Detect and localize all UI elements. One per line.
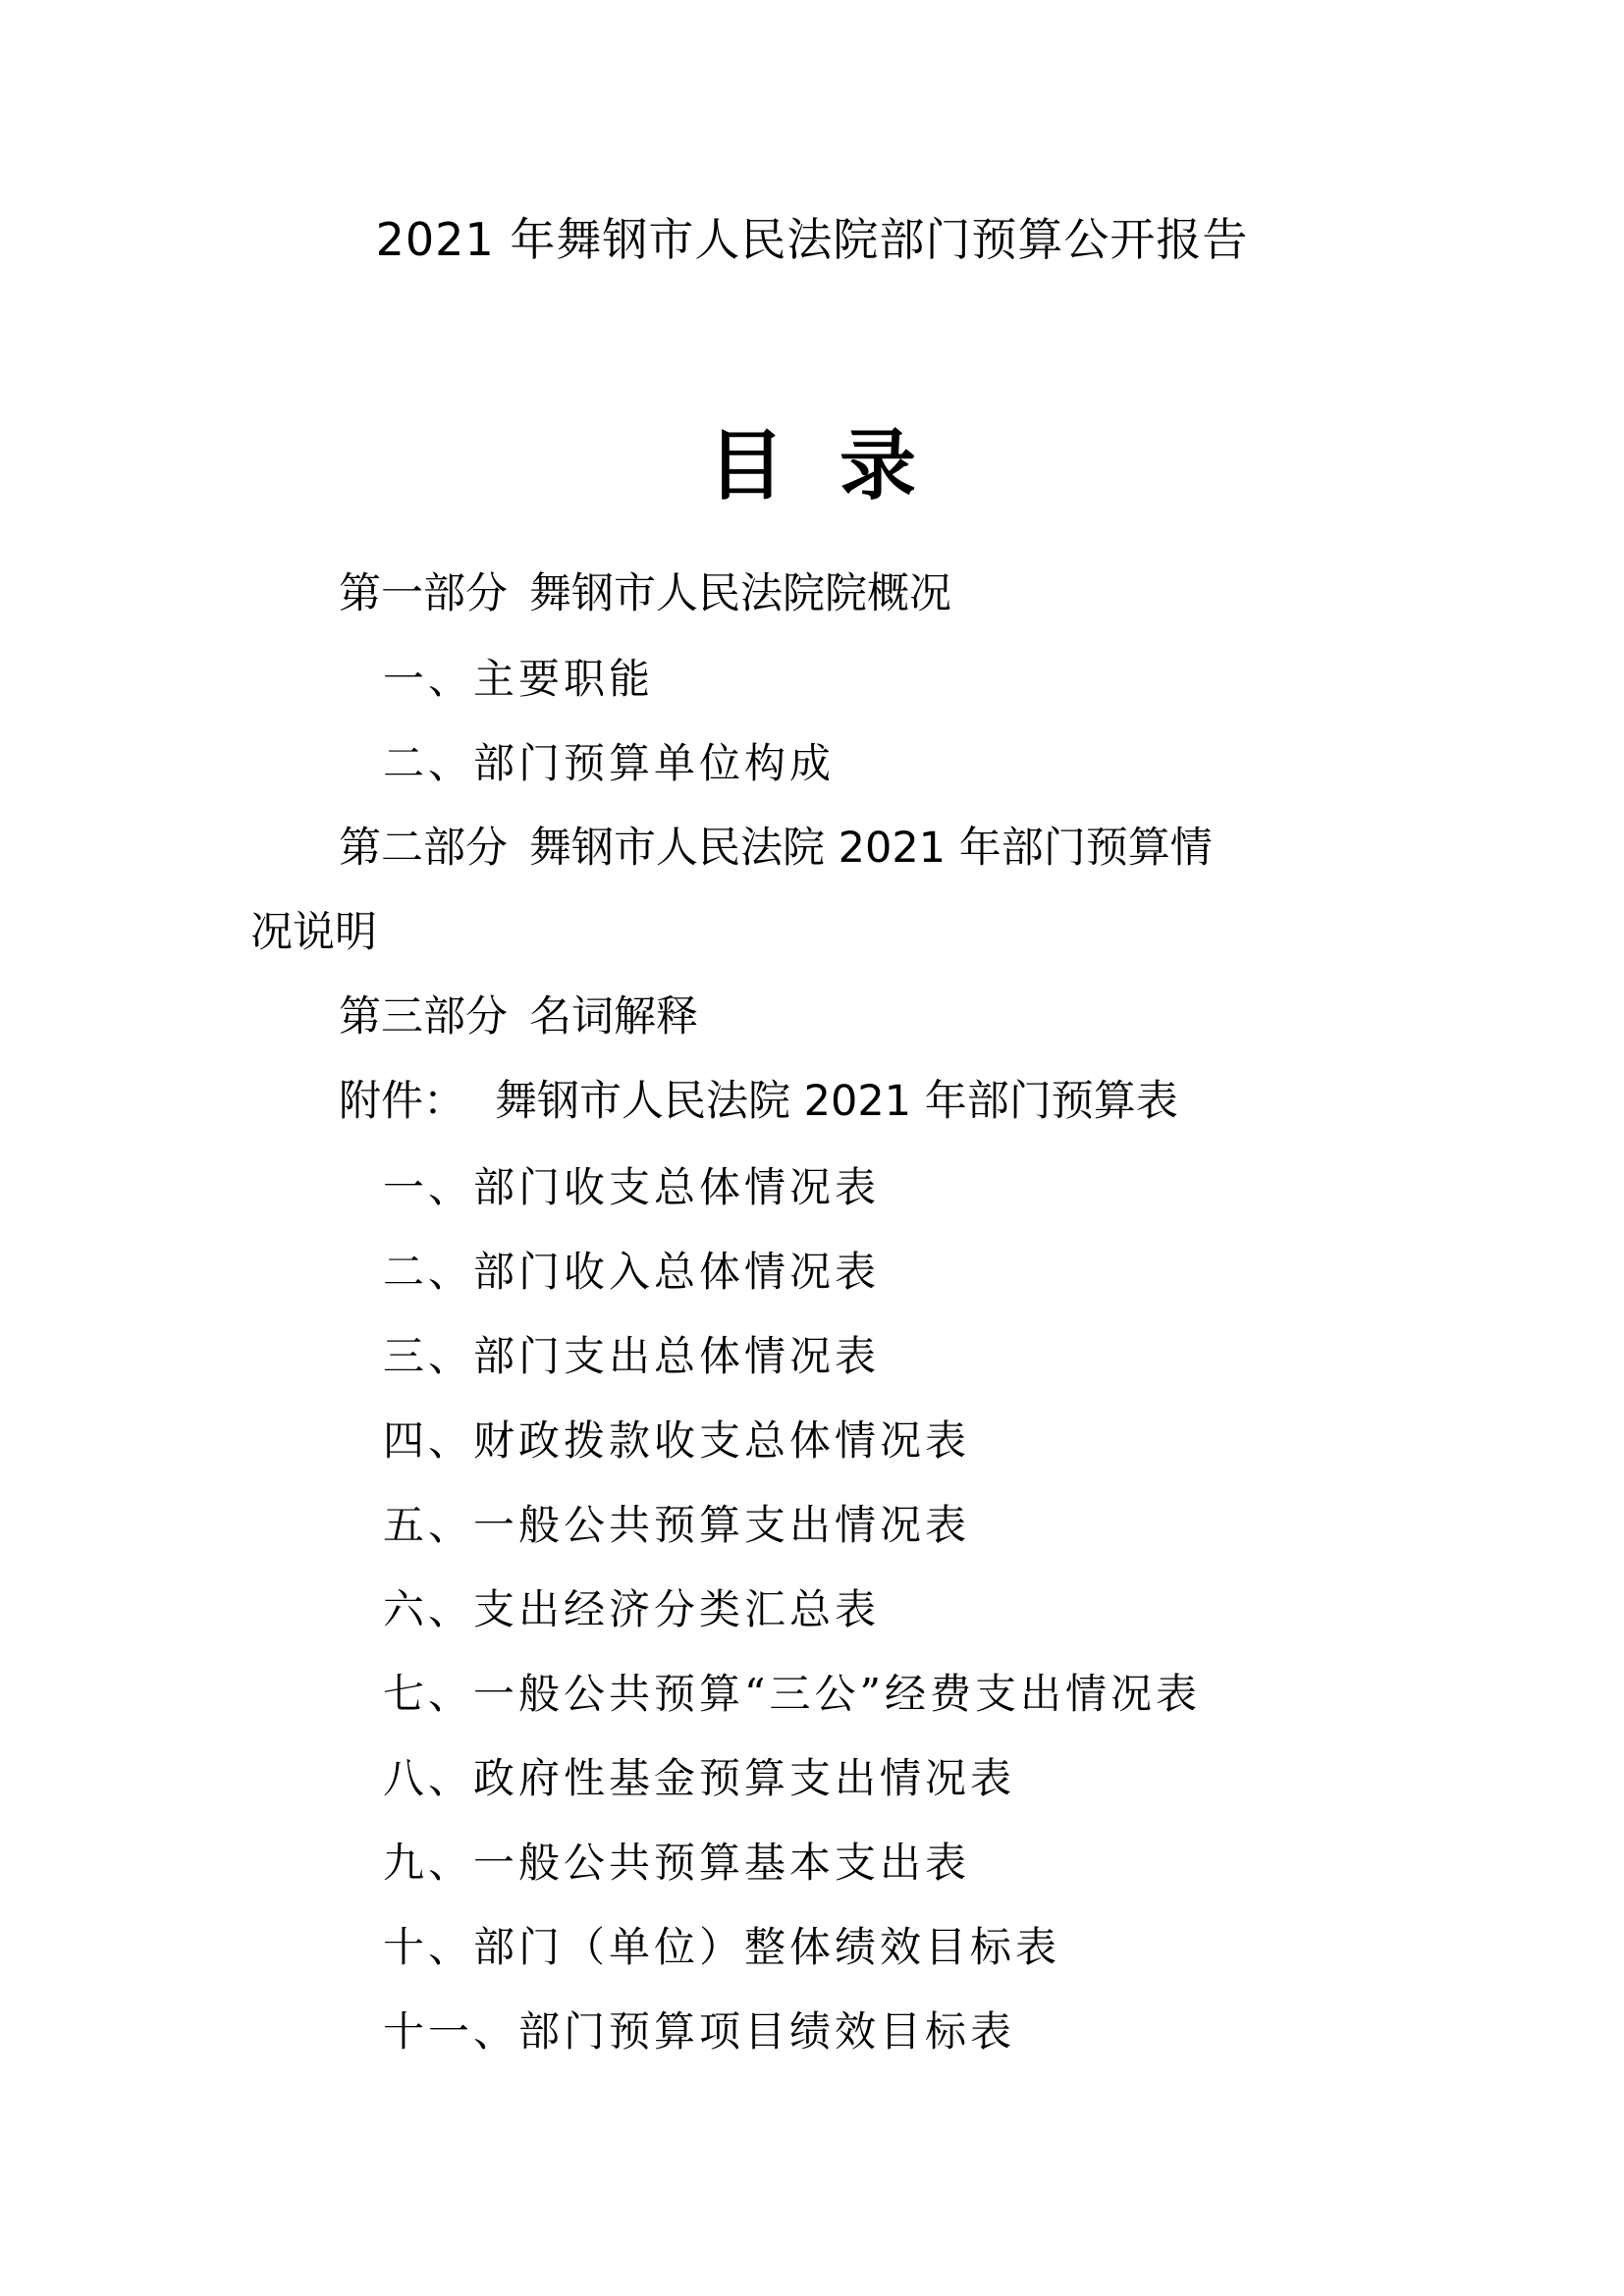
toc-part-2-text: 舞钢市人民法院 2021 年部门预算情 <box>529 824 1213 873</box>
toc-heading-char-1: 目 <box>707 422 785 510</box>
toc-part-2-continuation: 况说明 <box>250 908 377 957</box>
toc-part-1-text: 舞钢市人民法院院概况 <box>529 569 951 618</box>
toc-attachment-item: 五、一般公共预算支出情况表 <box>383 1501 971 1549</box>
toc-attachment-label: 附件： <box>339 1077 465 1126</box>
toc-attachment <box>339 1072 1178 1131</box>
toc-attachment-item: 七、一般公共预算“三公”经费支出情况表 <box>383 1670 1201 1718</box>
toc-attachment-item: 二、部门收入总体情况表 <box>383 1248 881 1296</box>
toc-part-1-label: 第一部分 <box>339 569 508 618</box>
toc-attachment-item: 六、支出经济分类汇总表 <box>383 1585 881 1633</box>
toc-attachment-item: 十一、部门预算项目绩效目标表 <box>383 2007 1016 2056</box>
toc-item: 二、部门预算单位构成 <box>383 739 836 787</box>
toc-part-2-label: 第二部分 <box>339 824 508 873</box>
toc-attachment-item: 四、财政拨款收支总体情况表 <box>383 1416 971 1465</box>
toc-attachment-item: 九、一般公共预算基本支出表 <box>383 1839 971 1887</box>
toc-attachment-item: 三、部门支出总体情况表 <box>383 1332 881 1380</box>
toc-part-3-label: 第三部分 <box>339 992 508 1041</box>
toc-heading-char-2: 录 <box>839 422 917 510</box>
toc-attachment-text: 舞钢市人民法院 2021 年部门预算表 <box>495 1077 1178 1126</box>
toc-part-3-text: 名词解释 <box>529 992 698 1041</box>
toc-heading <box>0 412 1624 520</box>
document-title: 2021 年舞钢市人民法院部门预算公开报告 <box>375 213 1249 266</box>
toc-part-2 <box>339 819 1213 878</box>
toc-attachment-item: 八、政府性基金预算支出情况表 <box>383 1754 1016 1802</box>
toc-item: 一、主要职能 <box>383 655 655 703</box>
toc-part-3 <box>339 988 698 1046</box>
toc-attachment-item: 十、部门（单位）整体绩效目标表 <box>383 1923 1061 1971</box>
toc-part-1 <box>339 564 951 623</box>
toc-attachment-item: 一、部门收支总体情况表 <box>383 1163 881 1211</box>
